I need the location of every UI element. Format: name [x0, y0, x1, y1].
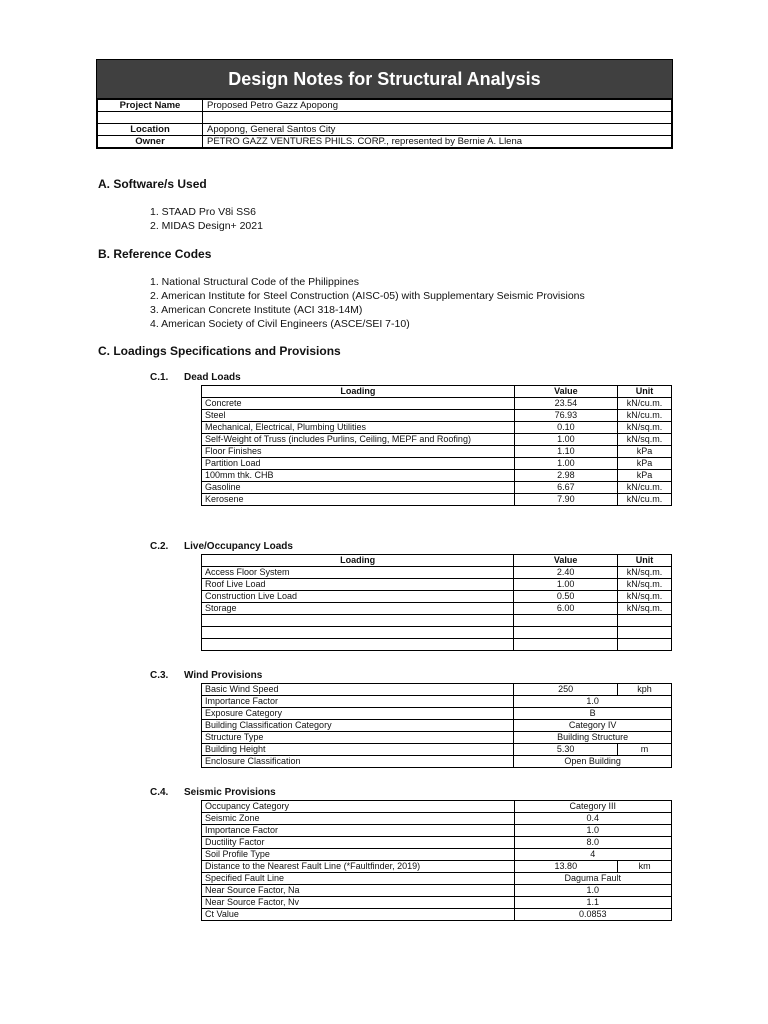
- wind-table: [201, 683, 672, 768]
- wind-title: Wind Provisions: [184, 670, 263, 681]
- param-cell: Building Height: [202, 744, 514, 756]
- column-header: Value: [514, 386, 617, 398]
- value-cell: 1.00: [514, 458, 617, 470]
- list-item: 2. MIDAS Design+ 2021: [150, 220, 263, 232]
- param-cell: Basic Wind Speed: [202, 684, 514, 696]
- unit-cell: kN/sq.m.: [618, 591, 672, 603]
- table-row: [202, 470, 672, 482]
- project-info-row: [98, 100, 672, 112]
- unit-cell: kPa: [618, 458, 672, 470]
- project-info-spacer: [98, 112, 672, 124]
- seismic-table: [201, 800, 672, 921]
- table-row: [202, 410, 672, 422]
- loading-cell: Roof Live Load: [202, 579, 514, 591]
- table-row: [202, 801, 672, 813]
- section-codes-title: B. Reference Codes: [98, 247, 212, 261]
- project-name-label: Project Name: [98, 100, 203, 112]
- table-row: [202, 744, 672, 756]
- value-cell: 2.40: [514, 567, 618, 579]
- table-row: [202, 732, 672, 744]
- live-loads-title: Live/Occupancy Loads: [184, 541, 293, 552]
- table-row: [202, 684, 672, 696]
- unit-cell: kN/sq.m.: [618, 603, 672, 615]
- value-cell: 0.0853: [514, 909, 672, 921]
- value-cell: 1.1: [514, 897, 672, 909]
- unit-cell: kN/cu.m.: [618, 398, 672, 410]
- loading-cell: Steel: [202, 410, 515, 422]
- value-cell: Daguma Fault: [514, 873, 672, 885]
- value-cell: 1.0: [514, 825, 672, 837]
- live-loads-number: C.2.: [150, 541, 169, 552]
- list-item: 1. National Structural Code of the Philippines: [150, 276, 359, 288]
- table-header-row: [202, 386, 672, 398]
- project-info-row: [98, 124, 672, 136]
- table-row: [202, 458, 672, 470]
- table-row: [202, 398, 672, 410]
- param-cell: Soil Profile Type: [202, 849, 515, 861]
- table-row: [202, 885, 672, 897]
- value-cell: Open Building: [514, 756, 672, 768]
- table-row: [202, 567, 672, 579]
- table-row: [202, 603, 672, 615]
- project-name-value: Proposed Petro Gazz Apopong: [203, 100, 672, 112]
- table-row: [202, 720, 672, 732]
- list-item: 1. STAAD Pro V8i SS6: [150, 206, 257, 218]
- param-cell: Ct Value: [202, 909, 515, 921]
- column-header: Unit: [618, 386, 672, 398]
- live-loads-table: [201, 554, 672, 651]
- value-cell: 1.00: [514, 434, 617, 446]
- wind-heading: [150, 670, 263, 681]
- param-cell: Enclosure Classification: [202, 756, 514, 768]
- param-cell: Near Source Factor, Na: [202, 885, 515, 897]
- table-row: [202, 422, 672, 434]
- value-cell: 0.4: [514, 813, 672, 825]
- table-row: [202, 813, 672, 825]
- value-cell: 0.10: [514, 422, 617, 434]
- location-label: Location: [98, 124, 203, 136]
- unit-cell: kPa: [618, 470, 672, 482]
- unit-cell: kN/sq.m.: [618, 579, 672, 591]
- loading-cell: [202, 627, 514, 639]
- loading-cell: Storage: [202, 603, 514, 615]
- dead-loads-title: Dead Loads: [184, 372, 241, 383]
- value-cell: 2.98: [514, 470, 617, 482]
- unit-cell: [618, 615, 672, 627]
- param-cell: Specified Fault Line: [202, 873, 515, 885]
- wind-number: C.3.: [150, 670, 169, 681]
- value-cell: 1.10: [514, 446, 617, 458]
- list-item: 4. American Society of Civil Engineers (ASCE/SEI 7-10): [150, 318, 410, 330]
- table-row: [202, 434, 672, 446]
- loading-cell: 100mm thk. CHB: [202, 470, 515, 482]
- codes-list: [150, 275, 585, 331]
- loading-cell: Floor Finishes: [202, 446, 515, 458]
- column-header: Loading: [202, 555, 514, 567]
- table-row: [202, 591, 672, 603]
- loading-cell: [202, 639, 514, 651]
- table-row: [202, 825, 672, 837]
- param-cell: Occupancy Category: [202, 801, 515, 813]
- unit-cell: kPa: [618, 446, 672, 458]
- table-row: [202, 639, 672, 651]
- dead-loads-heading: [150, 372, 241, 383]
- param-cell: Near Source Factor, Nv: [202, 897, 515, 909]
- value-cell: 6.67: [514, 482, 617, 494]
- table-row: [202, 615, 672, 627]
- unit-cell: kN/cu.m.: [618, 494, 672, 506]
- loading-cell: Concrete: [202, 398, 515, 410]
- value-cell: [514, 615, 618, 627]
- loading-cell: Partition Load: [202, 458, 515, 470]
- param-cell: Structure Type: [202, 732, 514, 744]
- table-row: [202, 873, 672, 885]
- table-row: [202, 494, 672, 506]
- loading-cell: [202, 615, 514, 627]
- unit-cell: [618, 639, 672, 651]
- param-cell: Importance Factor: [202, 825, 515, 837]
- seismic-title: Seismic Provisions: [184, 787, 276, 798]
- table-row: [202, 446, 672, 458]
- loading-cell: Construction Live Load: [202, 591, 514, 603]
- value-cell: Building Structure: [514, 732, 672, 744]
- project-info-table: [97, 99, 672, 148]
- unit-cell: m: [618, 744, 672, 756]
- table-row: [202, 909, 672, 921]
- unit-cell: kN/cu.m.: [618, 410, 672, 422]
- software-list: [150, 205, 263, 233]
- param-cell: Building Classification Category: [202, 720, 514, 732]
- value-cell: 6.00: [514, 603, 618, 615]
- location-value: Apopong, General Santos City: [203, 124, 672, 136]
- live-loads-heading: [150, 541, 293, 552]
- value-cell: 250: [514, 684, 618, 696]
- param-cell: Importance Factor: [202, 696, 514, 708]
- param-cell: Seismic Zone: [202, 813, 515, 825]
- table-row: [202, 627, 672, 639]
- column-header: Value: [514, 555, 618, 567]
- unit-cell: [618, 627, 672, 639]
- table-row: [202, 756, 672, 768]
- unit-cell: kN/sq.m.: [618, 567, 672, 579]
- value-cell: [514, 639, 618, 651]
- section-software-title: A. Software/s Used: [98, 177, 207, 191]
- table-row: [202, 849, 672, 861]
- loading-cell: Self-Weight of Truss (includes Purlins, Ceiling, MEPF and Roofing): [202, 434, 515, 446]
- value-cell: 1.0: [514, 696, 672, 708]
- table-row: [202, 837, 672, 849]
- value-cell: 1.0: [514, 885, 672, 897]
- loading-cell: Access Floor System: [202, 567, 514, 579]
- section-loadings-title: C. Loadings Specifications and Provisions: [98, 344, 341, 358]
- unit-cell: kN/sq.m.: [618, 422, 672, 434]
- value-cell: 4: [514, 849, 672, 861]
- unit-cell: kph: [618, 684, 672, 696]
- unit-cell: kN/cu.m.: [618, 482, 672, 494]
- seismic-number: C.4.: [150, 787, 169, 798]
- loading-cell: Kerosene: [202, 494, 515, 506]
- dead-loads-number: C.1.: [150, 372, 169, 383]
- value-cell: 8.0: [514, 837, 672, 849]
- table-row: [202, 897, 672, 909]
- value-cell: 0.50: [514, 591, 618, 603]
- value-cell: 7.90: [514, 494, 617, 506]
- value-cell: B: [514, 708, 672, 720]
- table-row: [202, 708, 672, 720]
- value-cell: 76.93: [514, 410, 617, 422]
- value-cell: Category III: [514, 801, 672, 813]
- loading-cell: Mechanical, Electrical, Plumbing Utilities: [202, 422, 515, 434]
- param-cell: Ductility Factor: [202, 837, 515, 849]
- unit-cell: km: [618, 861, 672, 873]
- list-item: 3. American Concrete Institute (ACI 318-14M): [150, 304, 363, 316]
- table-header-row: [202, 555, 672, 567]
- param-cell: Exposure Category: [202, 708, 514, 720]
- table-row: [202, 579, 672, 591]
- list-item: 2. American Institute for Steel Construction (AISC-05) with Supplementary Seismic Provisions: [150, 290, 585, 302]
- value-cell: [514, 627, 618, 639]
- table-row: [202, 482, 672, 494]
- value-cell: 13.80: [514, 861, 618, 873]
- unit-cell: kN/sq.m.: [618, 434, 672, 446]
- document-title: Design Notes for Structural Analysis: [97, 60, 672, 99]
- column-header: Unit: [618, 555, 672, 567]
- value-cell: 5.30: [514, 744, 618, 756]
- document-header: [96, 59, 673, 149]
- owner-label: Owner: [98, 136, 203, 148]
- dead-loads-table: [201, 385, 672, 506]
- seismic-heading: [150, 787, 276, 798]
- column-header: Loading: [202, 386, 515, 398]
- value-cell: 23.54: [514, 398, 617, 410]
- loading-cell: Gasoline: [202, 482, 515, 494]
- project-info-row: [98, 136, 672, 148]
- value-cell: 1.00: [514, 579, 618, 591]
- param-cell: Distance to the Nearest Fault Line (*Faultfinder, 2019): [202, 861, 515, 873]
- table-row: [202, 861, 672, 873]
- table-row: [202, 696, 672, 708]
- value-cell: Category IV: [514, 720, 672, 732]
- owner-value: PETRO GAZZ VENTURES PHILS. CORP., represented by Bernie A. Llena: [203, 136, 672, 148]
